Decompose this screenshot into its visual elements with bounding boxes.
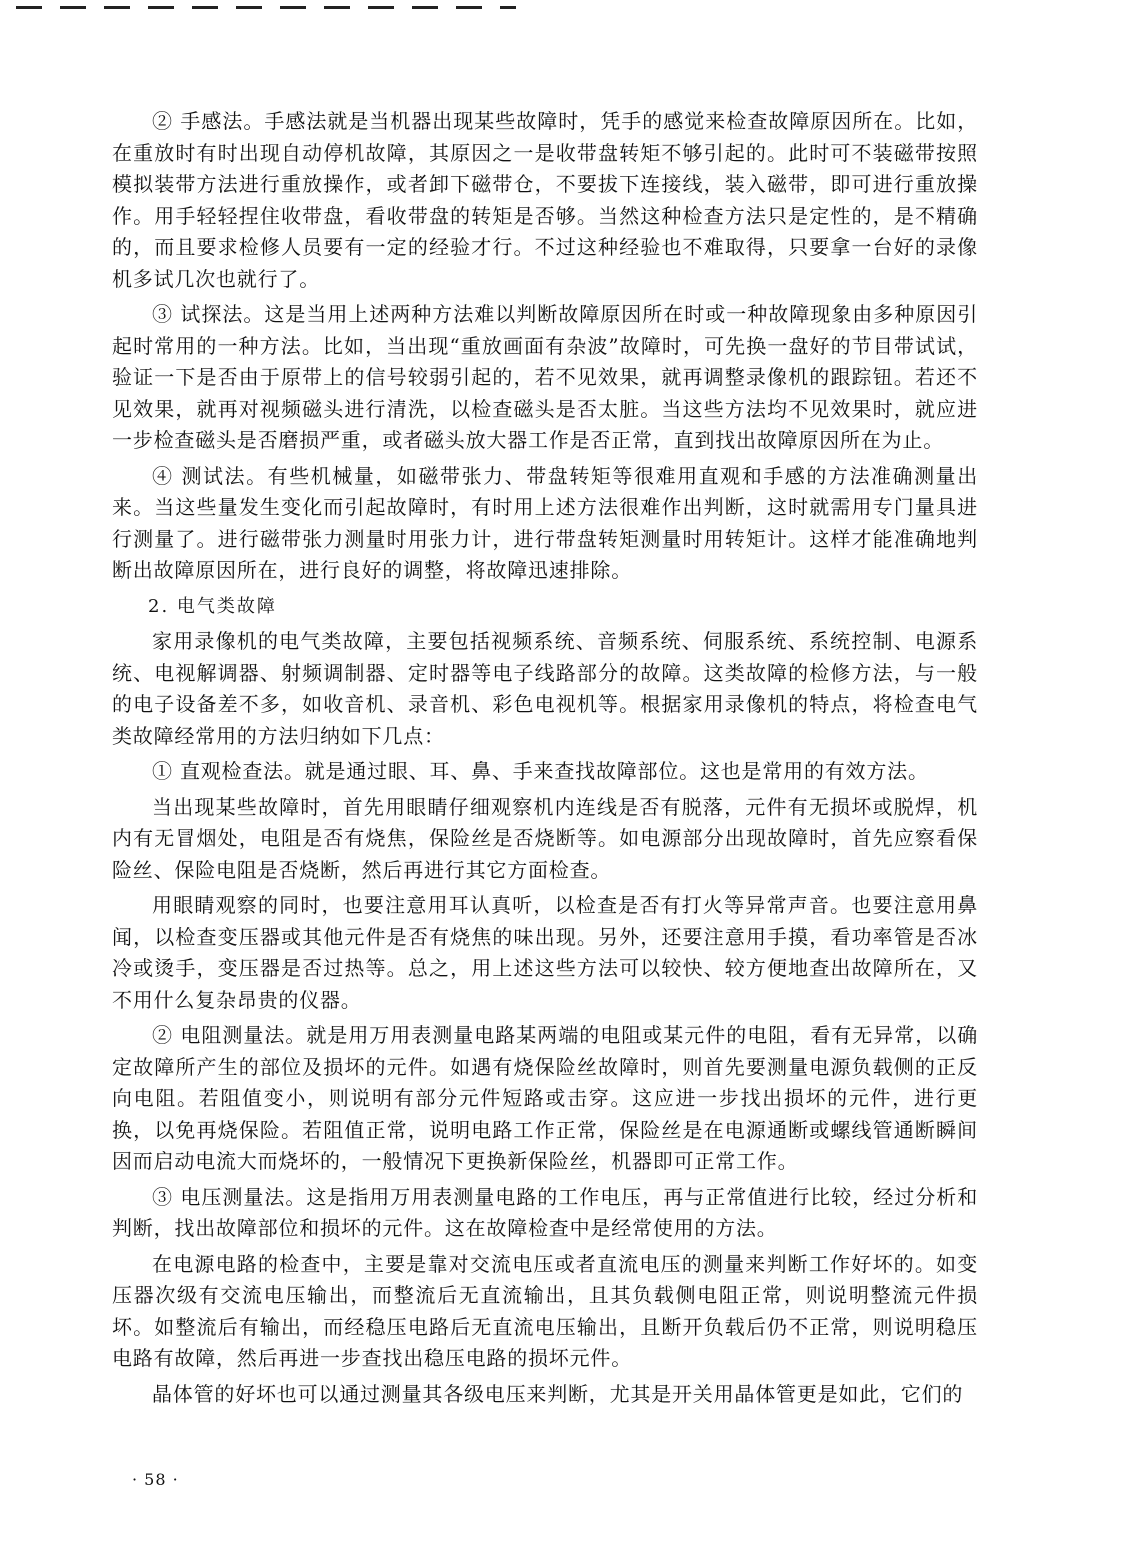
- page-body: [112, 106, 978, 1414]
- paragraph-senses: 用眼睛观察的同时，也要注意用耳认真听，以检查是否有打火等异常声音。也要注意用鼻闻，以检查变压器或其他元件是否有烧焦的味出现。另外，还要注意用手摸，看功率管是否冰冷或烫手，变压器是否过热等。总之，用上述这些方法可以较快、较方便地查出故障所在，又不用什么复杂昂贵的仪器。: [112, 893, 978, 1012]
- paragraph-transistor-check: 晶体管的好坏也可以通过测量其各级电压来判断，尤其是开关用晶体管更是如此，它们的: [152, 1381, 964, 1406]
- paragraph-tactile-method: ② 手感法。手感法就是当机器出现某些故障时，凭手的感觉来检查故障原因所在。比如，在重放时有时出现自动停机故障，其原因之一是收带盘转矩不够引起的。此时可不装磁带按照模拟装带方法进行重放操作，或者卸下磁带仓，不要拔下连接线，装入磁带，即可进行重放操作。用手轻轻捏住收带盘，看收带盘的转矩是否够。当然这种检查方法只是定性的，是不精确的，而且要求检修人员要有一定的经验才行。不过这种经验也不难取得，只要拿一台好的录像机多试几次也就行了。: [112, 109, 978, 291]
- paragraph-voltage-method: ③ 电压测量法。这是指用万用表测量电路的工作电压，再与正常值进行比较，经过分析和判断，找出故障部位和损坏的元件。这在故障检查中是经常使用的方法。: [112, 1184, 978, 1240]
- top-dash-rule: [16, 6, 516, 9]
- section-heading-electrical-faults: 2. 电气类故障: [148, 595, 277, 617]
- paragraph-visual-detail: 当出现某些故障时，首先用眼睛仔细观察机内连线是否有脱落，元件有无损坏或脱焊，机内有无冒烟处，电阻是否有烧焦，保险丝是否烧断等。如电源部分出现故障时，首先应察看保险丝、保险电阻是否烧断，然后再进行其它方面检查。: [112, 794, 978, 882]
- paragraph-power-supply-check: 在电源电路的检查中，主要是靠对交流电压或者直流电压的测量来判断工作好坏的。如变压器次级有交流电压输出，而整流后无直流输出，且其负载侧电阻正常，则说明整流元件损坏。如整流后有输出，而经稳压电路后无直流电压输出，且断开负载后仍不正常，则说明稳压电路有故障，然后再进一步查找出稳压电路的损坏元件。: [112, 1251, 978, 1370]
- paragraph-trial-method: ③ 试探法。这是当用上述两种方法难以判断故障原因所在时或一种故障现象由多种原因引起时常用的一种方法。比如，当出现“重放画面有杂波”故障时，可先换一盘好的节目带试试，验证一下是否由于原带上的信号较弱引起的，若不见效果，就再调整录像机的跟踪钮。若还不见效果，就再对视频磁头进行清洗，以检查磁头是否太脏。当这些方法均不见效果时，就应进一步检查磁头是否磨损严重，或者磁头放大器工作是否正常，直到找出故障原因所在为止。: [112, 302, 978, 452]
- page-number: · 58 ·: [132, 1470, 179, 1489]
- paragraph-resistance-method: ② 电阻测量法。就是用万用表测量电路某两端的电阻或某元件的电阻，看有无异常，以确定故障所产生的部位及损坏的元件。如遇有烧保险丝故障时，则首先要测量电源负载侧的正反向电阻。若阻值变小，则说明有部分元件短路或击穿。这应进一步找出损坏的元件，进行更换，以免再烧保险。若阻值正常，说明电路工作正常，保险丝是在电源通断或螺线管通断瞬间因而启动电流大而烧坏的，一般情况下更换新保险丝，机器即可正常工作。: [112, 1023, 978, 1173]
- paragraph-visual-inspection: ① 直观检查法。就是通过眼、耳、鼻、手来查找故障部位。这也是常用的有效方法。: [152, 759, 929, 783]
- paragraph-electrical-intro: 家用录像机的电气类故障，主要包括视频系统、音频系统、伺服系统、系统控制、电源系统、电视解调器、射频调制器、定时器等电子线路部分的故障。这类故障的检修方法，与一般的电子设备差不多，如收音机、录音机、彩色电视机等。根据家用录像机的特点，将检查电气类故障经常用的方法归纳如下几点：: [112, 629, 978, 748]
- paragraph-test-method: ④ 测试法。有些机械量，如磁带张力、带盘转矩等很难用直观和手感的方法准确测量出来。当这些量发生变化而引起故障时，有时用上述方法很难作出判断，这时就需用专门量具进行测量了。进行磁带张力测量时用张力计，进行带盘转矩测量时用转矩计。这样才能准确地判断出故障原因所在，进行良好的调整，将故障迅速排除。: [112, 463, 978, 582]
